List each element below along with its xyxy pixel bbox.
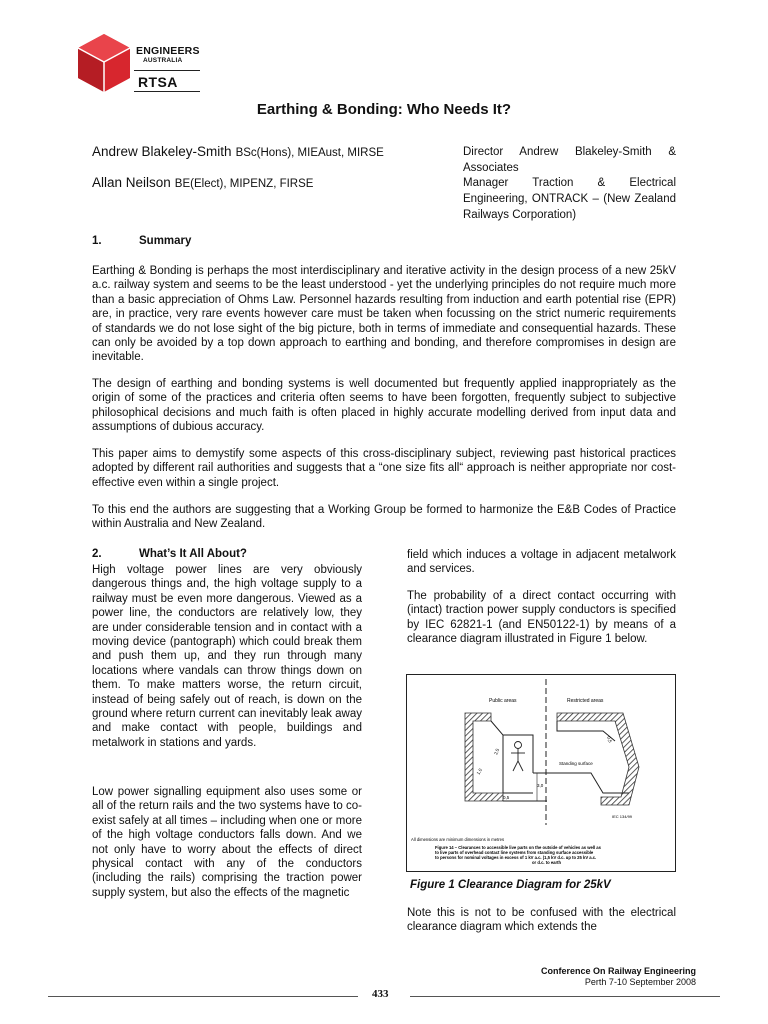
figure-caption-line-1: Figure 14 – Clearances to accessible live parts on the outside of vehicles as well as	[435, 845, 601, 850]
dim-d-label: 3,0	[537, 783, 544, 788]
paper-title: Earthing & Bonding: Who Needs It?	[256, 101, 512, 118]
about-left-paragraph-2: Low power signalling equipment also uses some or all of the return rails and the two systems have to co-exist safely at all times – including when one or more of the high voltage conductors falls down. And we not only have to worry about the effects of direct physical contact with any of the conductors (including the rails) comprising the traction power supply system, but also the effects of the magnetic	[92, 786, 362, 899]
about-left-paragraph-1: High voltage power lines are very obviously dangerous things and, the high voltage supply to a railway must be even more dangerous. Viewed as a power line, the conductors are relatively low, they are under considerable tension and in contact with a moving device (pantograph) which could break them and push them up, and they run through many locations where vandals can throw things down on them. To make matters worse, the return circuit, instead of being safely out of reach, is down on the ground where return current can inevitably leak away and make contact with people, buildings and metalwork in stations and yards.	[92, 564, 362, 749]
iec-std-label: IEC 134/99	[612, 814, 633, 819]
section-2-heading	[92, 548, 247, 560]
dim-a-label: 2,5	[493, 747, 501, 756]
section-2-title: What’s It All About?	[139, 548, 247, 560]
author-2-name: Allan Neilson	[92, 175, 171, 190]
author-1-name: Andrew Blakeley-Smith	[92, 144, 232, 159]
figure-caption-line-2: to live parts of overhead contact line systems from standing surface accessible	[435, 850, 594, 855]
footer-location: Perth 7-10 September 2008	[584, 977, 696, 987]
dim-b-label: 1,0	[475, 767, 483, 776]
author-2-affiliation: Manager Traction & Electrical Engineering, ONTRACK – (New Zealand Railways Corporation)	[463, 177, 676, 221]
author-1-credentials: BSc(Hons), MIEAust, MIRSE	[235, 147, 384, 159]
clearance-diagram-figure	[406, 674, 676, 872]
dim-c-label: 0,5	[503, 795, 510, 800]
standing-surface-label: Standing surface	[559, 761, 593, 766]
page-number: 433	[372, 988, 389, 1000]
author-2-credentials: BE(Elect), MIPENZ, FIRSE	[174, 178, 314, 190]
footer-conference: Conference On Railway Engineering	[540, 966, 696, 976]
figure-note: All dimensions are minimum dimensions in metres	[411, 837, 505, 842]
footer-rule-left	[48, 996, 358, 997]
hexagon-logo-icon	[74, 32, 134, 94]
restricted-areas-label: Restricted areas	[567, 698, 604, 704]
figure-caption-line-3: to persons for nominal voltages in excess of 1 kV a.c. (1,5 kV d.c. up to 25 kV a.c.	[435, 855, 597, 860]
section-1-title: Summary	[139, 235, 192, 247]
clearance-diagram	[407, 675, 674, 870]
author-1-affiliation: Director Andrew Blakeley-Smith & Associates	[463, 146, 676, 174]
figure-caption: Figure 1 Clearance Diagram for 25kV	[410, 879, 611, 891]
section-1-number: 1.	[92, 235, 102, 247]
dim-e-label: 0,5	[606, 735, 613, 744]
footer-rule-right	[410, 996, 720, 997]
logo-country-text: AUSTRALIA	[143, 57, 183, 64]
person-figure-icon	[511, 742, 525, 772]
about-right-after-figure: Note this is not to be confused with the electrical clearance diagram which extends the	[407, 907, 676, 934]
summary-paragraph-3: This paper aims to demystify some aspects of this cross-disciplinary subject, reviewing past historical practices adopted by different rail authorities and suggests that a “one size fits all“ approach is neither appropriate nor cost-effective even within a single project.	[92, 448, 676, 489]
summary-paragraph-1: Earthing & Bonding is perhaps the most interdisciplinary and iterative activity in the design process of a new 25kV a.c. railway system and seems to be the least understood - yet the underlying principles do not require much more than a basic appreciation of Ohms Law. Personnel hazards resulting from induction and earth potential rise (EPR) are, in practice, very rare events however care must be taken when focussing on the strict numeric requirements of standards we do not lose sight of the big picture, both in terms of immediate and consequential hazards. These can only be avoided by a top down approach to earthing and bonding, and therefore compromises in design are inevitable.	[92, 265, 676, 364]
section-1-heading	[92, 235, 191, 247]
logo-org-text: ENGINEERS	[136, 45, 200, 57]
about-right-paragraph-1: field which induces a voltage in adjacent metalwork and services.	[407, 549, 676, 576]
about-right-paragraph-2: The probability of a direct contact occurring with (intact) traction power supply conductors is specified by IEC 62821-1 (and EN50122-1) by means of a clearance diagram illustrated in Figure 1 below.	[407, 590, 676, 646]
summary-paragraph-2: The design of earthing and bonding systems is well documented but frequently applied inappropriately as the origin of some of the practices and criteria often seems to have been forgotten, frequently subject to subjective philosophical decisions and much faith is often placed in highly accurate modelling derived from input data and assumptions of dubious accuracy.	[92, 378, 676, 434]
section-2-number: 2.	[92, 548, 102, 560]
logo-society-text: RTSA	[138, 74, 178, 90]
summary-paragraph-4: To this end the authors are suggesting that a Working Group be formed to harmonize the E&B Codes of Practice within Australia and New Zealand.	[92, 504, 676, 531]
public-areas-label: Public areas	[489, 698, 517, 704]
engineers-australia-logo	[72, 28, 222, 98]
author-1	[92, 143, 384, 161]
figure-caption-line-4: or d.c. to earth	[532, 860, 562, 865]
author-2	[92, 174, 313, 192]
